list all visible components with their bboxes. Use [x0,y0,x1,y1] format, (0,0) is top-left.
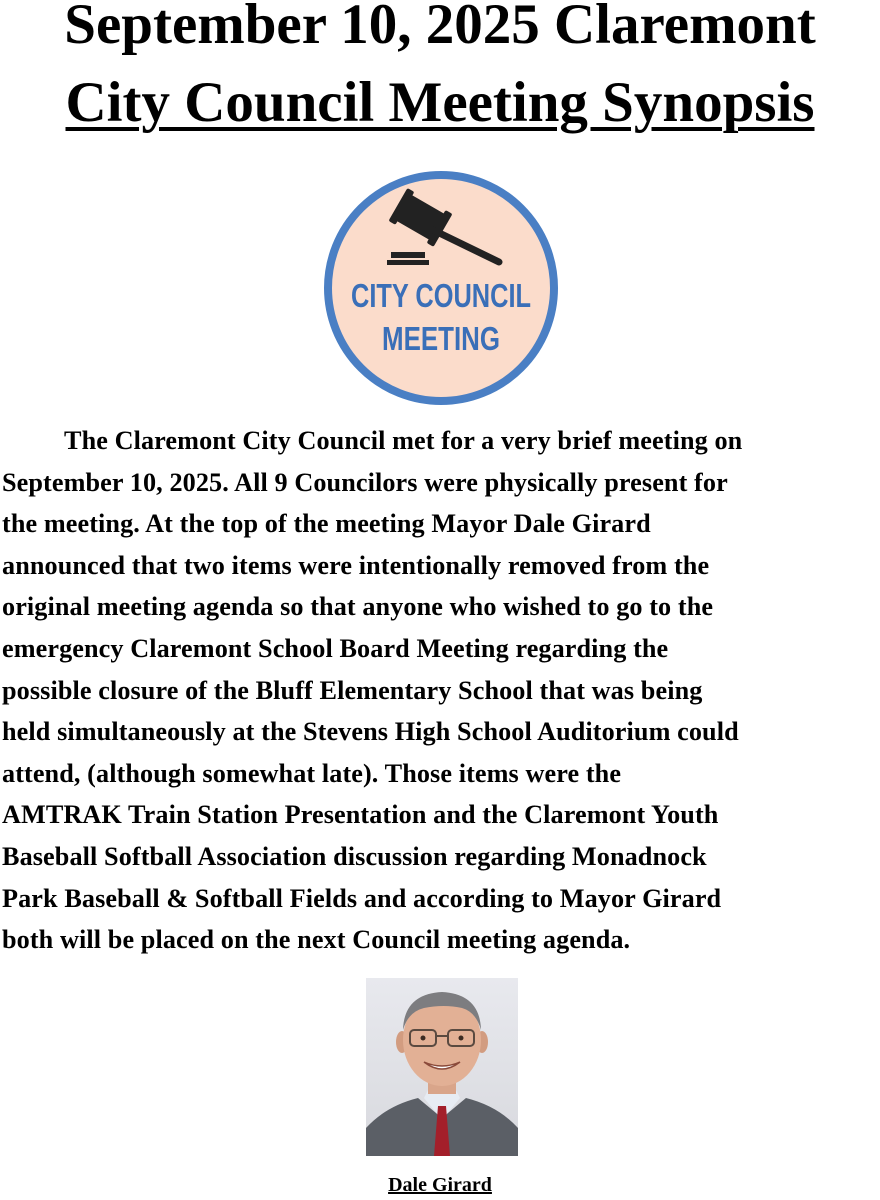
synopsis-paragraph [2,420,880,961]
city-council-meeting-logo [323,170,559,406]
page-title-line-2 [0,70,880,136]
paragraph-line: original meeting agenda so that anyone who wished to go to the [2,592,714,622]
paragraph-line: both will be placed on the next Council meeting agenda. [2,925,631,955]
paragraph-line: announced that two items were intentionally removed from the [2,550,710,580]
paragraph-line: possible closure of the Bluff Elementary School that was being [2,675,703,705]
paragraph-line: September 10, 2025. All 9 Councilors were physically present for [2,467,728,497]
paragraph-line: held simultaneously at the Stevens High School Auditorium could [2,717,739,747]
paragraph-line: The Claremont City Council met for a very brief meeting on [64,426,743,455]
paragraph-line: attend, (although somewhat late). Those items were the [2,758,622,788]
paragraph-line: emergency Claremont School Board Meeting regarding the [2,633,669,663]
paragraph-line: Baseball Softball Association discussion regarding Monadnock [2,841,707,871]
mayor-portrait-photo [366,978,518,1156]
logo-text-line-2: MEETING [382,320,500,357]
logo-text-line-1: CITY COUNCIL [351,277,531,314]
paragraph-line: the meeting. At the top of the meeting Mayor Dale Girard [2,509,651,539]
page-title-line-1: September 10, 2025 Claremont [64,0,816,56]
photo-caption: Dale Girard [388,1174,492,1196]
paragraph-line: Park Baseball & Softball Fields and according to Mayor Girard [2,883,722,913]
page-title-line-2-text: City Council Meeting Synopsis [65,71,815,134]
paragraph-line: AMTRAK Train Station Presentation and the Claremont Youth [2,800,719,830]
